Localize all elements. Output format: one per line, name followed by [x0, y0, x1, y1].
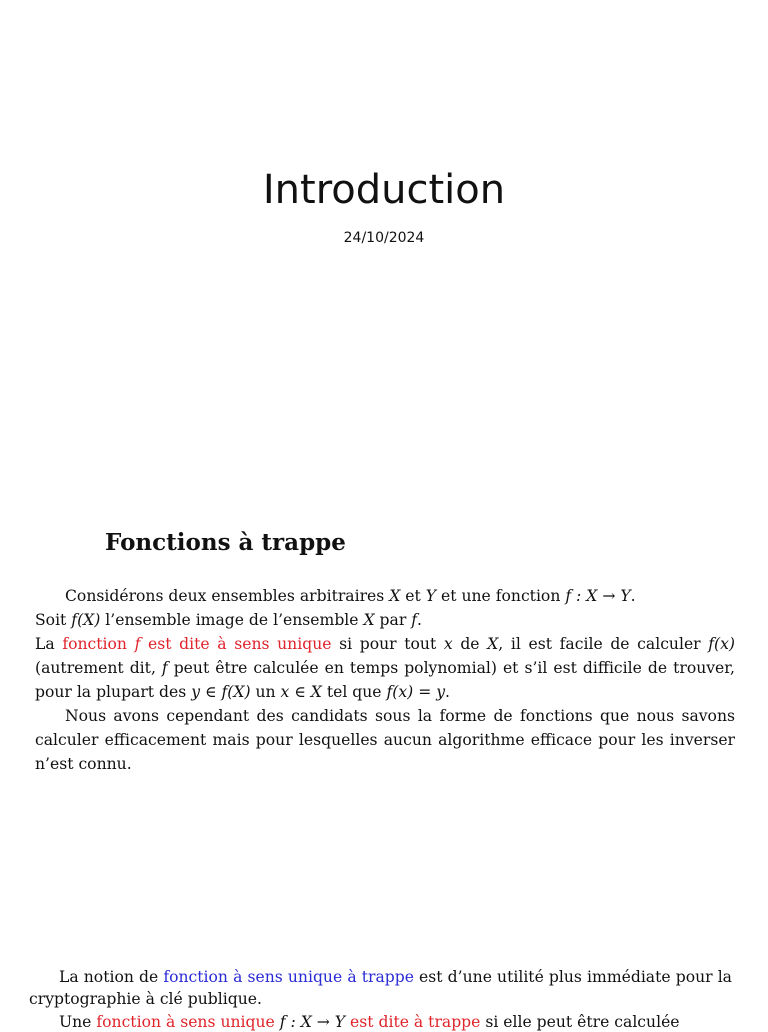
section-trapdoor-notion [29, 966, 732, 1010]
section-fonctions-a-trappe [35, 528, 735, 776]
paragraph-3: La fonction f est dite à sens unique si pour tout x de X, il est facile de calculer f(x) (autrement dit, f peut être calculée en temps polynomial) et s’il est difficile de trouver, pour la plupart des y ∈ f(X) un x ∈ X tel que f(x) = y. [35, 635, 736, 701]
truncated-line: Une fonction à sens unique f : X → Y est dite à trappe si elle peut être calculée [59, 1013, 680, 1031]
page-title: Introduction [262, 167, 506, 213]
definition-highlight: fonction f est dite à sens unique [62, 635, 332, 653]
paragraph-2: Soit f(X) l’ensemble image de l’ensemble X par f. [35, 611, 422, 629]
page-date: 24/10/2024 [343, 230, 425, 246]
paragraph-4: Nous avons cependant des candidats sous la forme de fonctions que nous savons calculer efficacement mais pour lesquelles aucun algorithme efficace pour les inverser n’est connu. [35, 707, 735, 773]
paragraph-1: Considérons deux ensembles arbitraires X et Y et une fonction f : X → Y. [65, 587, 636, 605]
section-heading: Fonctions à trappe [105, 529, 346, 556]
title-slide [0, 160, 768, 248]
paragraph-5: La notion de fonction à sens unique à trappe est d’une utilité plus immédiate pour la cryptographie à clé publique. [29, 968, 732, 1008]
concept-highlight: fonction à sens unique à trappe [163, 968, 414, 986]
